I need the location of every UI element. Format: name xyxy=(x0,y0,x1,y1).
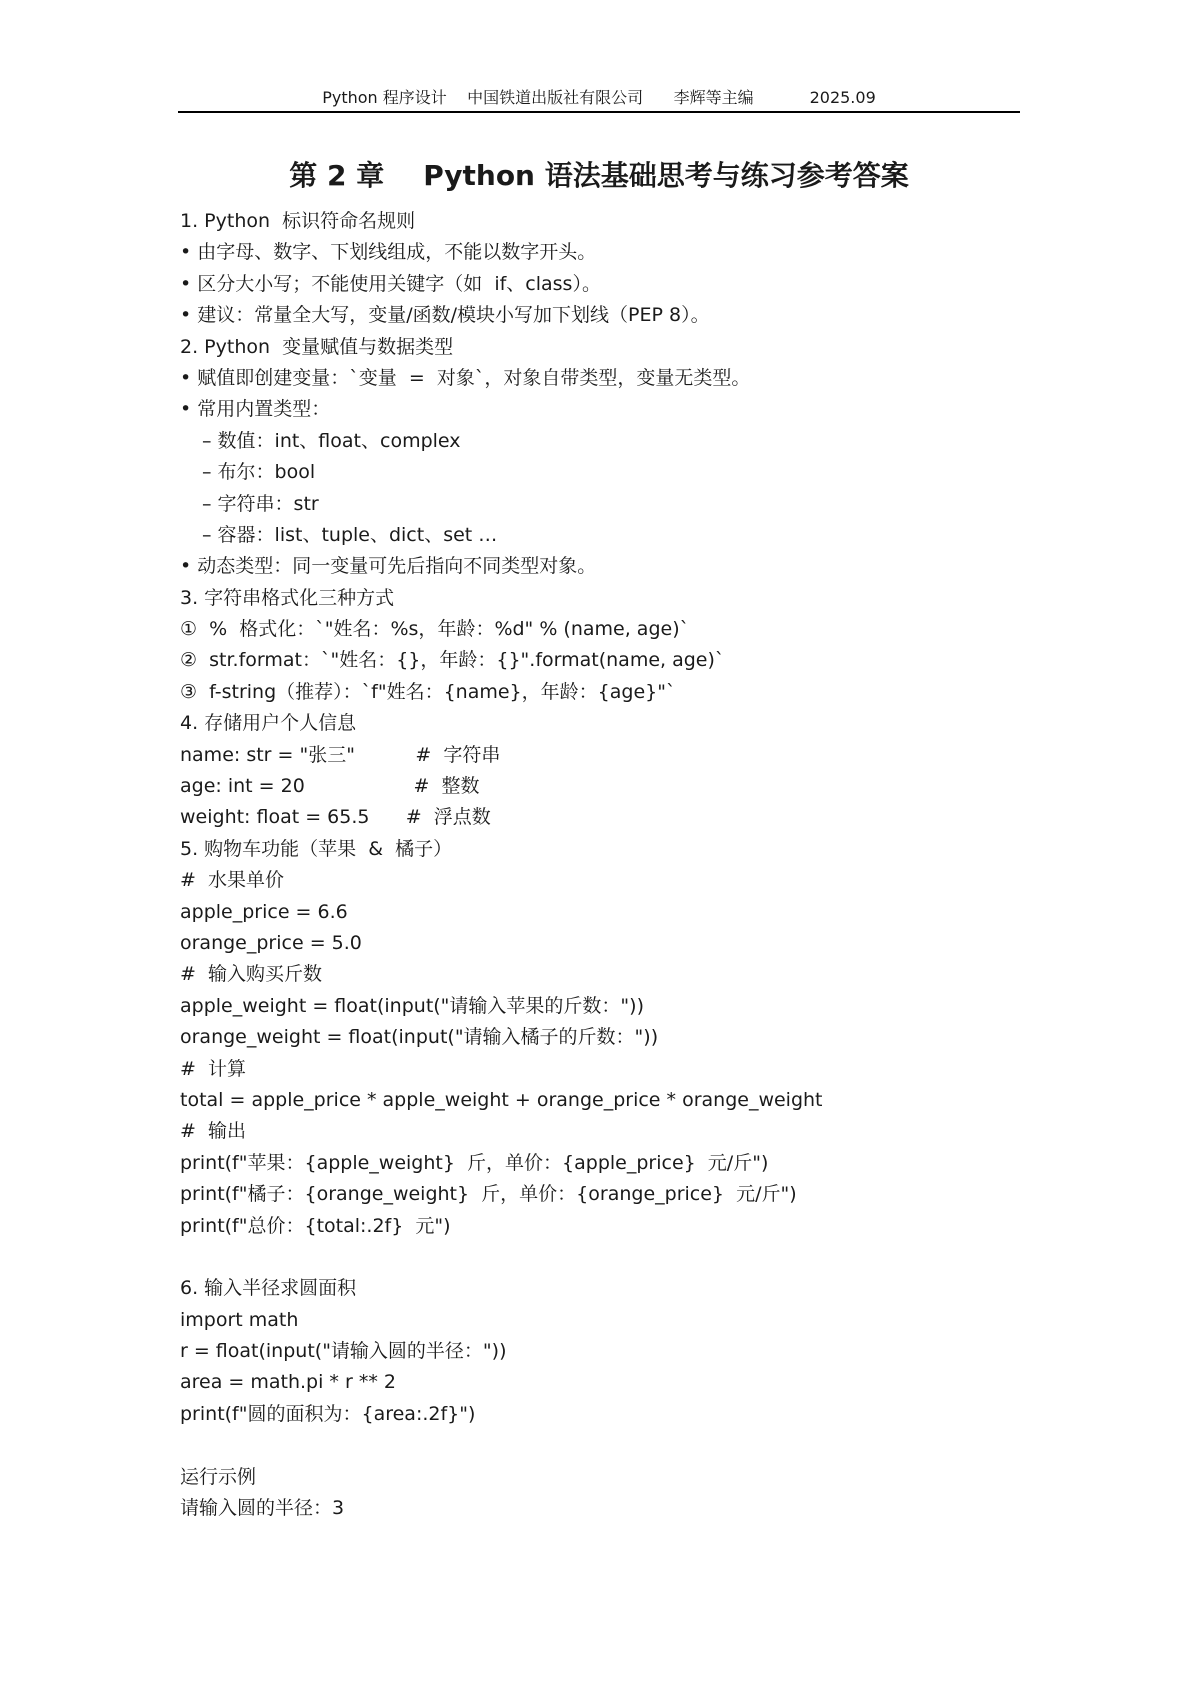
sub-bullet-item: – 字符串：str xyxy=(202,492,319,515)
sub-bullet-item: – 布尔：bool xyxy=(202,461,316,484)
section-heading: 5. 购物车功能（苹果 & 橘子） xyxy=(180,837,453,860)
example-heading: 运行示例 xyxy=(180,1465,257,1488)
code-line: print(f"苹果：{apple_weight} 斤，单价：{apple_price} 元/斤") xyxy=(180,1151,769,1174)
bullet-item: • 由字母、数字、下划线组成，不能以数字开头。 xyxy=(180,241,597,264)
document-body xyxy=(180,206,1080,1524)
page-header: Python 程序设计 中国铁道出版社有限公司 李辉等主编 2025.09 xyxy=(322,88,876,107)
code-comment: # 输入购买斤数 xyxy=(180,963,322,986)
numbered-item: ① % 格式化：`"姓名：%s，年龄：%d" % (name, age)` xyxy=(180,618,690,641)
section-heading: 6. 输入半径求圆面积 xyxy=(180,1277,357,1300)
section-heading: 2. Python 变量赋值与数据类型 xyxy=(180,335,454,358)
numbered-item: ② str.format：`"姓名：{}，年龄：{}".format(name, age)` xyxy=(180,649,725,672)
code-comment: # 水果单价 xyxy=(180,869,284,892)
bullet-item: • 建议：常量全大写，变量/函数/模块小写加下划线（PEP 8）。 xyxy=(180,304,710,327)
code-comment: # 计算 xyxy=(180,1057,246,1080)
code-line: orange_weight = float(input("请输入橘子的斤数：")) xyxy=(180,1026,659,1049)
bullet-item: • 赋值即创建变量：`变量 = 对象`，对象自带类型，变量无类型。 xyxy=(180,366,751,389)
code-line: import math xyxy=(180,1308,299,1331)
code-line: area = math.pi * r ** 2 xyxy=(180,1371,396,1394)
section-heading: 1. Python 标识符命名规则 xyxy=(180,210,416,232)
bullet-item: • 动态类型：同一变量可先后指向不同类型对象。 xyxy=(180,555,597,578)
blank-line xyxy=(180,1430,1080,1461)
section-heading: 3. 字符串格式化三种方式 xyxy=(180,586,395,609)
code-line: total = apple_price * apple_weight + orange_price * orange_weight xyxy=(180,1088,823,1111)
code-line: name: str = "张三" # 字符串 xyxy=(180,743,501,766)
example-output: 请输入圆的半径：3 xyxy=(180,1497,345,1520)
sub-bullet-item: – 数值：int、float、complex xyxy=(202,429,461,452)
code-comment: # 输出 xyxy=(180,1120,246,1143)
bullet-item: • 常用内置类型： xyxy=(180,398,331,421)
code-line: print(f"总价：{total:.2f} 元") xyxy=(180,1214,451,1237)
header-rule xyxy=(178,111,1020,113)
code-line: orange_price = 5.0 xyxy=(180,931,362,954)
chapter-title: 第 2 章 Python 语法基础思考与练习参考答案 xyxy=(289,159,909,192)
sub-bullet-item: – 容器：list、tuple、dict、set … xyxy=(202,523,498,546)
blank-line xyxy=(180,1242,1080,1273)
code-line: r = float(input("请输入圆的半径：")) xyxy=(180,1340,507,1363)
code-line: print(f"圆的面积为：{area:.2f}") xyxy=(180,1402,476,1425)
code-line: apple_weight = float(input("请输入苹果的斤数：")) xyxy=(180,994,644,1017)
code-line: age: int = 20 # 整数 xyxy=(180,775,480,798)
code-line: weight: float = 65.5 # 浮点数 xyxy=(180,806,491,829)
code-line: print(f"橘子：{orange_weight} 斤，单价：{orange_price} 元/斤") xyxy=(180,1183,797,1206)
numbered-item: ③ f-string（推荐）：`f"姓名：{name}，年龄：{age}"` xyxy=(180,680,676,703)
code-line: apple_price = 6.6 xyxy=(180,900,348,923)
bullet-item: • 区分大小写；不能使用关键字（如 if、class）。 xyxy=(180,272,601,295)
section-heading: 4. 存储用户个人信息 xyxy=(180,712,357,735)
